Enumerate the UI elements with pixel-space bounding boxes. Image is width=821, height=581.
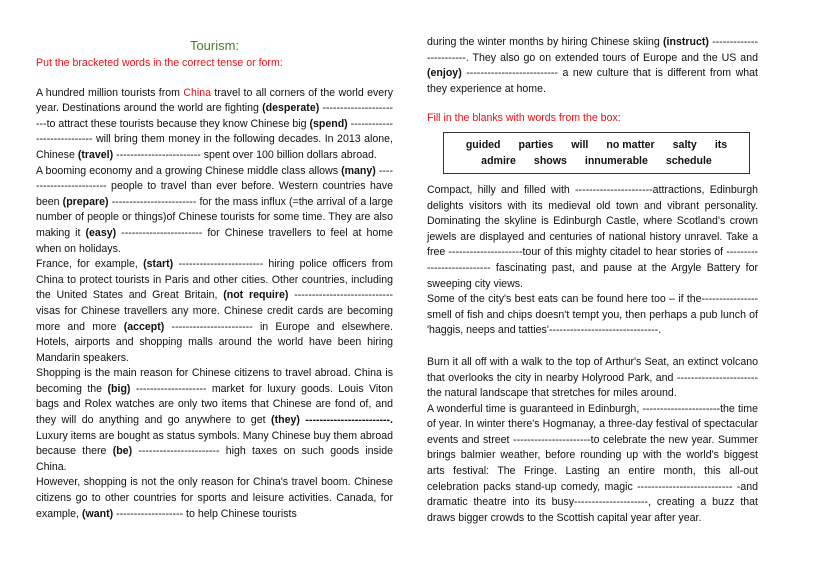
- word-box: [443, 132, 750, 174]
- worksheet-title: Tourism:: [189, 38, 240, 53]
- bracketed-word: (they) ------------------------.: [271, 414, 393, 427]
- paragraph-festivals: A wonderful time is guaranteed in Edinburgh, ----------------------the time of year. In winter there's Hogmanay, a three-day festival of spectacular events and street ----------------------to celebrate the new year. Summer brings balmier weather, before rounding up with the world's biggest arts festival: The Fringe. Lasting an entire month, this all-out celebration packs stand-up comedy, magic --------------------------- -and dramatic theatre into its busy---------------------, creating a buzz that draws bigger crowds to the Scottish capital year after year.: [427, 402, 758, 524]
- instruction-fill-blanks: Fill in the blanks with words from the box:: [427, 112, 621, 125]
- text-segment: travel to all corners of the world every year. Destinations around the world are fighting: [36, 86, 393, 115]
- text-segment: However, shopping is not the only reason for China's travel boom. Chinese citizens go to other countries for sports and leisure activities. Canada, for example,: [36, 476, 393, 520]
- word-box-row: [444, 153, 749, 169]
- bracketed-word: (travel): [77, 148, 114, 161]
- text-segment: ------------------------ spent over 100 billion dollars abroad.: [113, 148, 377, 161]
- bracketed-word: (be): [112, 445, 133, 458]
- box-word: parties: [518, 138, 554, 151]
- text-segment: A booming economy and a growing Chinese middle class allows: [36, 164, 342, 177]
- instruction-tense-form: Put the bracketed words in the correct tense or form:: [36, 57, 283, 69]
- box-word: no matter: [606, 138, 655, 151]
- text-segment: France, for example,: [36, 258, 144, 271]
- text-segment: ------------------- to help Chinese tourists: [113, 507, 297, 520]
- paragraph-shopping: [36, 366, 393, 475]
- paragraph-skiing: [427, 35, 758, 97]
- text-segment: ----------------------- in Europe and elsewhere. Hotels, airports and shopping malls around the world have been hiring Mandarin speakers.: [36, 320, 393, 364]
- bracketed-word: (spend): [309, 117, 348, 130]
- text-segment: ---------------------------- will bring them money in the following decades. In 2013 alone, Chinese: [36, 117, 394, 161]
- box-word: shows: [533, 154, 567, 167]
- text-segment: -------------------------- a new culture that is different from what they experience at home.: [427, 67, 758, 95]
- text-segment: ----------------------- high taxes on such goods inside China.: [36, 445, 393, 473]
- box-word: its: [714, 138, 728, 151]
- box-word: will: [571, 138, 589, 151]
- text-segment: ------------------------. They also go on extended tours of Europe and the US and: [427, 36, 758, 64]
- bracketed-word: (want): [81, 507, 114, 520]
- text-segment: ------------------------ people to travel than ever before. Western countries have been: [36, 164, 393, 208]
- box-word: salty: [672, 138, 697, 151]
- bracketed-word: (easy): [85, 226, 117, 239]
- paragraph-france: [36, 257, 393, 366]
- paragraph-edinburgh: Compact, hilly and filled with ----------------------attractions, Edinburgh delights visitors with its medieval old town and vibrant personality. Dominating the skyline is Edinburgh Castle, where Scotland's crown jewels are displayed and centuries of national history unravel. Take a free ---------------------tour of this mighty citadel to hear stories of --------------------------- fascinating past, and pause at the Argyle Battery for sweeping city views.: [427, 183, 758, 290]
- highlighted-word: China: [183, 86, 211, 99]
- paragraph-economy: [36, 164, 393, 258]
- text-segment: ----------------------- for Chinese travellers to feel at home when on holidays.: [36, 226, 393, 255]
- bracketed-word: (not require): [223, 289, 289, 302]
- text-segment: -------------------- market for luxury goods. Louis Viton bags and Rolex watches are only two items that Chinese are fond of, and they will do anything and go anywhere to get: [36, 382, 393, 427]
- bracketed-word: (instruct): [663, 36, 709, 48]
- bracketed-word: (prepare): [62, 195, 109, 208]
- word-box-row: [444, 137, 749, 153]
- bracketed-word: (enjoy): [427, 67, 462, 80]
- text-segment: during the winter months by hiring Chinese skiing: [427, 36, 663, 48]
- text-segment: ------------------------ hiring police officers from China to protect tourists in Paris and other cities. Other countries, including the United States and Great Britain,: [36, 258, 393, 302]
- text-segment: Shopping is the main reason for Chinese citizens to travel abroad. China is becoming the: [36, 367, 393, 395]
- paragraph-sports: [36, 475, 393, 522]
- bracketed-word: (desperate): [262, 102, 320, 115]
- paragraph-eats: Some of the city's best eats can be found here too – if the---------------- smell of fish and chips doesn't tempt you, then perhaps a pub lunch of 'haggis, neeps and tatties'-------------------------------.: [427, 293, 758, 337]
- left-column: [36, 0, 393, 522]
- text-segment: A hundred million tourists from: [36, 86, 184, 99]
- box-word: innumerable: [584, 154, 648, 167]
- paragraph-arthurs-seat: Burn it all off with a walk to the top of Arthur's Seat, an extinct volcano that overlooks the city in nearby Holyrood Park, and ----------------------- the natural landscape that stretches for miles around.: [427, 355, 758, 400]
- text-segment: -----------------------to attract these tourists because they know Chinese big: [36, 102, 394, 130]
- bracketed-word: (many): [341, 164, 376, 177]
- paragraph-tourists: [36, 86, 393, 164]
- bracketed-word: (accept): [123, 320, 165, 333]
- box-word: guided: [465, 138, 501, 151]
- text-segment: ---------------------------- visas for Chinese travellers any more. Chinese credit cards are becoming more and more: [36, 289, 393, 333]
- text-segment: Luxury items are bought as status symbols. Many Chinese buy them abroad because there: [36, 429, 393, 458]
- box-word: admire: [481, 154, 516, 167]
- bracketed-word: (start): [143, 258, 174, 271]
- box-word: schedule: [665, 154, 712, 167]
- text-segment: ------------------------ for the mass influx (=the arrival of a large number of people or things)of Chinese tourists for some time. They are also making it: [36, 195, 393, 239]
- right-column: [427, 0, 758, 526]
- bracketed-word: (big): [107, 382, 131, 395]
